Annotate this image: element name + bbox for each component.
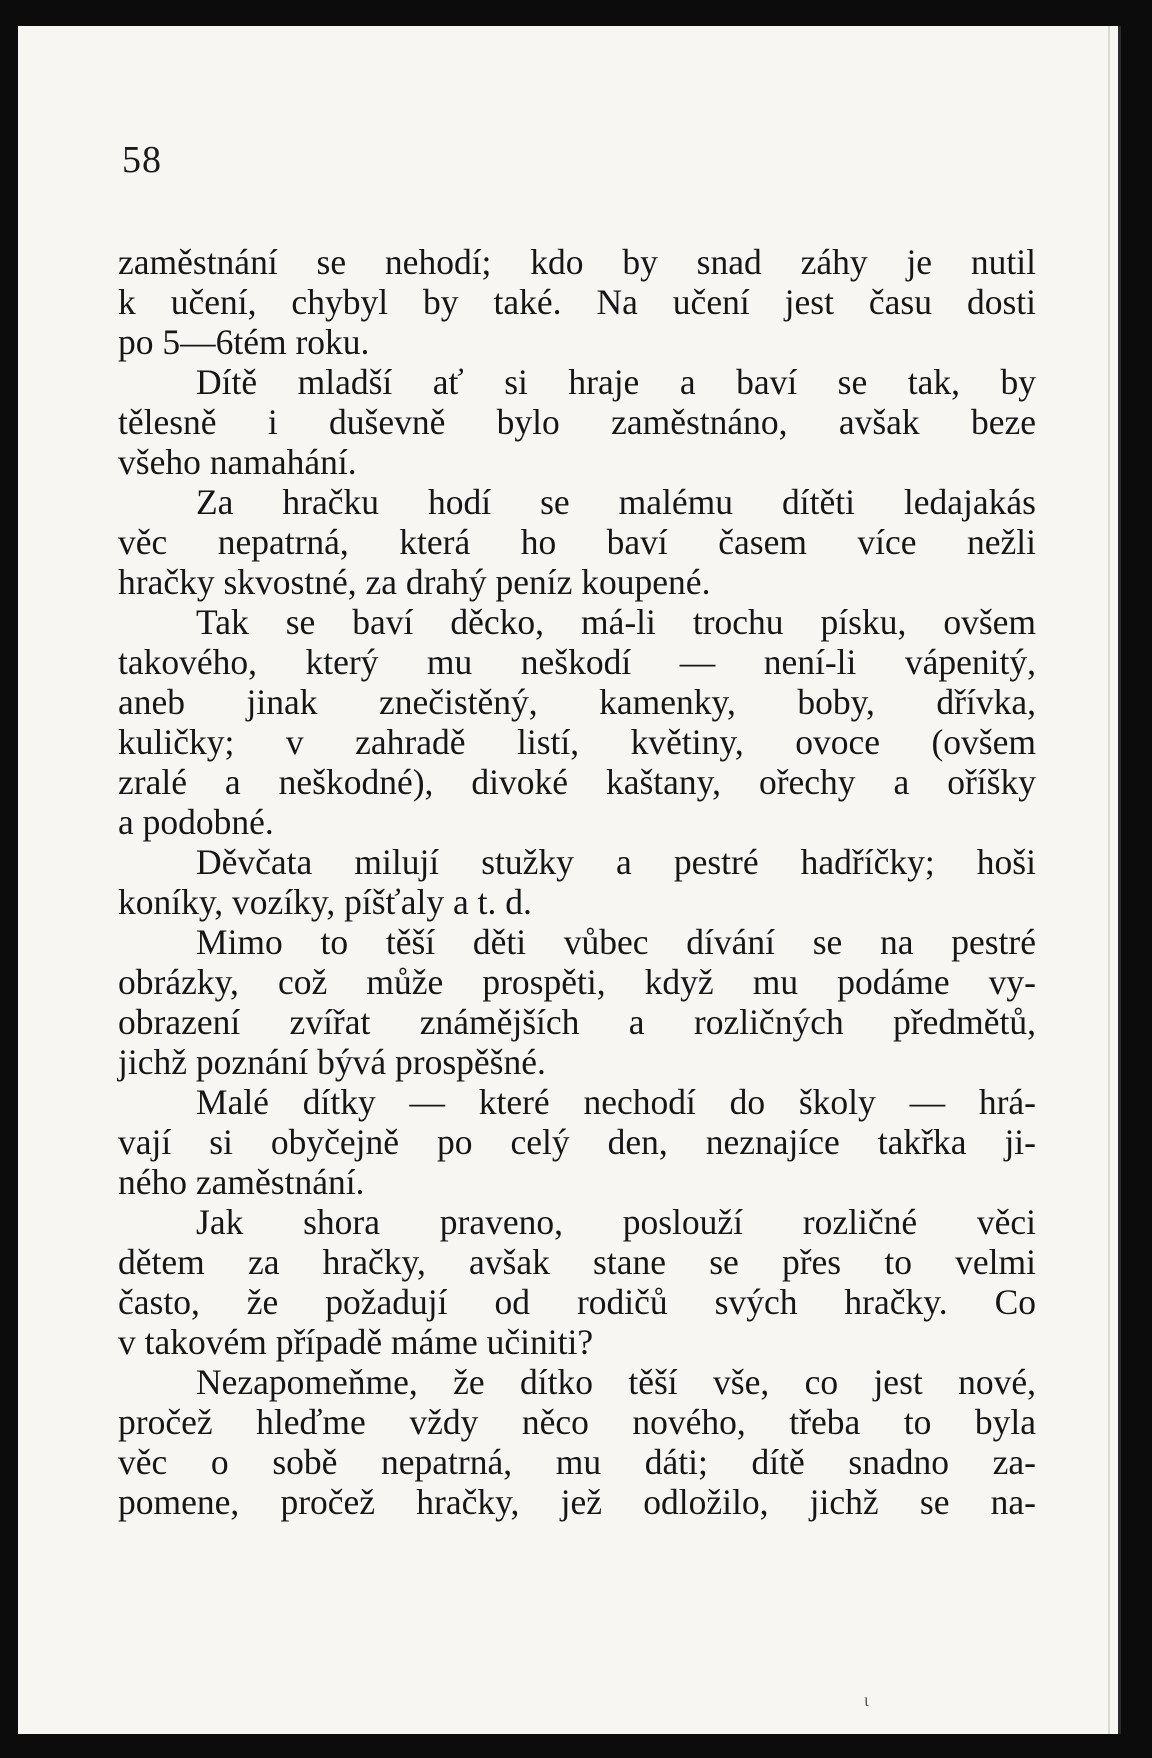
text-line: všeho namahání.	[118, 442, 357, 482]
text-line: jichž poznání bývá prospěšné.	[118, 1042, 546, 1082]
text-line: aneb jinak znečistěný, kamenky, boby, dřívka,	[118, 682, 1036, 722]
text-line: obrazení zvířat známějších a rozličných předmětů,	[118, 1002, 1036, 1042]
text-line: a podobné.	[118, 802, 274, 842]
text-line: kuličky; v zahradě listí, květiny, ovoce (ovšem	[118, 722, 1036, 762]
text-line: Za hračku hodí se malému dítěti ledajakás	[196, 482, 1036, 522]
text-line: po 5—6tém roku.	[118, 322, 370, 362]
text-line: koníky, vozíky, píšťaly a t. d.	[118, 882, 532, 922]
text-line: pročež hleďme vždy něco nového, třeba to byla	[118, 1402, 1036, 1442]
body-text	[118, 242, 1036, 1522]
page-edge	[1108, 26, 1110, 1734]
text-line: k učení, chybyl by také. Na učení jest času dosti	[118, 282, 1036, 322]
text-line: často, že požadují od rodičů svých hračky. Co	[118, 1282, 1036, 1322]
text-line: tělesně i duševně bylo zaměstnáno, avšak beze	[118, 402, 1036, 442]
text-line: Jak shora praveno, poslouží rozličné věci	[196, 1202, 1036, 1242]
stray-mark: ɩ	[864, 1690, 869, 1710]
text-line: obrázky, což může prospěti, když mu podáme vy-	[118, 962, 1036, 1002]
text-line: Malé dítky — které nechodí do školy — hrá-	[196, 1082, 1036, 1122]
text-line: věc o sobě nepatrná, mu dáti; dítě snadno za-	[118, 1442, 1036, 1482]
text-line: pomene, pročež hračky, jež odložilo, jichž se na-	[118, 1482, 1036, 1522]
text-line: dětem za hračky, avšak stane se přes to velmi	[118, 1242, 1036, 1282]
text-line: hračky skvostné, za drahý peníz koupené.	[118, 562, 711, 602]
text-line: vají si obyčejně po celý den, neznajíce takřka ji-	[118, 1122, 1036, 1162]
text-line: zaměstnání se nehodí; kdo by snad záhy je nutil	[118, 242, 1036, 282]
text-line: Tak se baví děcko, má-li trochu písku, ovšem	[196, 602, 1036, 642]
text-line: Dítě mladší ať si hraje a baví se tak, by	[196, 362, 1036, 402]
text-line: Mimo to těší děti vůbec dívání se na pestré	[196, 922, 1036, 962]
text-line: v takovém případě máme učiniti?	[118, 1322, 594, 1362]
text-line: Nezapomeňme, že dítko těší vše, co jest nové,	[196, 1362, 1036, 1402]
text-line: ného zaměstnání.	[118, 1162, 365, 1202]
text-line: věc nepatrná, která ho baví časem více nežli	[118, 522, 1036, 562]
text-line: takového, který mu neškodí — není-li vápenitý,	[118, 642, 1036, 682]
text-line: Děvčata milují stužky a pestré hadříčky; hoši	[196, 842, 1036, 882]
book-page	[18, 26, 1121, 1734]
text-line: zralé a neškodné), divoké kaštany, ořechy a oříšky	[118, 762, 1036, 802]
page-number: 58	[122, 139, 162, 181]
